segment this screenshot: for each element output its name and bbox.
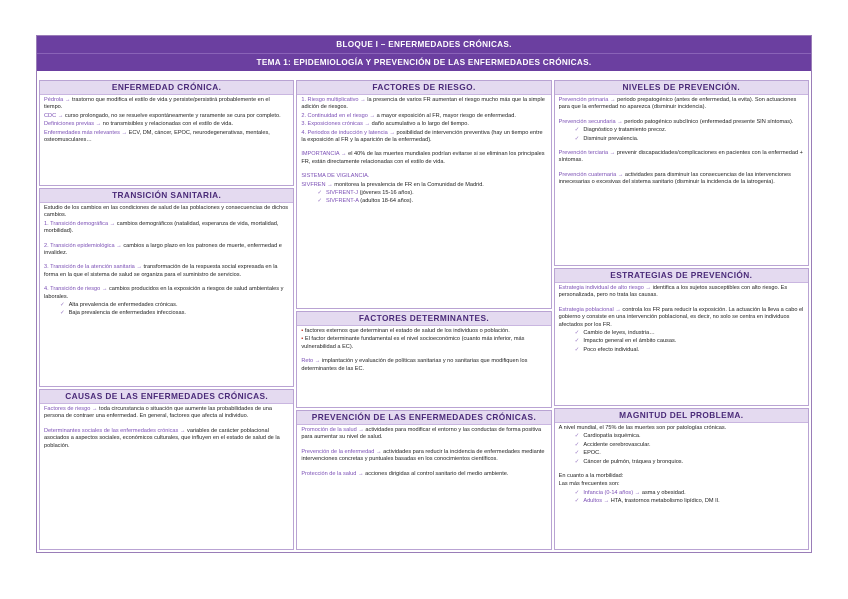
check-item: ✓ SIVFRENT-A (adultos 18-64 años). bbox=[317, 198, 414, 205]
check-icon: ✓ bbox=[60, 310, 65, 317]
section-causas bbox=[39, 389, 294, 550]
section-title: ESTRATEGIAS DE PREVENCIÓN. bbox=[555, 269, 808, 283]
section-title: ENFERMEDAD CRÓNICA. bbox=[40, 81, 293, 95]
list-item: 1. Riesgo multiplicativo → la presencia de varios FR aumentan el riesgo mucho más que la simple adición de riesgos. bbox=[301, 97, 545, 111]
list-item: 4. Transición de riesgo → cambios producidos en la exposición a riesgos de salud ambientales y laborales. bbox=[44, 286, 284, 300]
check-item: ✓ Disminuir prevalencia. bbox=[574, 135, 639, 142]
section-estrategias bbox=[554, 268, 809, 406]
columns bbox=[39, 80, 809, 550]
section-title: CAUSAS DE LAS ENFERMEDADES CRÓNICAS. bbox=[40, 390, 293, 404]
list-item: Factores de riesgo → toda circunstancia o situación que aumente las probabilidades de una persona de contraer una enfermedad. En general, factores que afecta al individuo. bbox=[44, 406, 272, 420]
list-item: Protección de la salud → acciones dirigidas al control sanitario del medio ambiente. bbox=[301, 470, 509, 477]
list-item: Estrategia poblacional → controla los FR para reducir la exposición. La actuación la lleva a cabo el gobierno y consiste en una intervención poblacional, es decir, no solo se centra en individuos afectados por los FR. bbox=[558, 306, 804, 328]
section-title: FACTORES DETERMINANTES. bbox=[297, 312, 550, 326]
definition-item: CDC → curso prolongado, no se resuelve espontáneamente y raramente se cura por completo. bbox=[44, 112, 281, 119]
importance-note: IMPORTANCIA → el 40% de las muertes mundiales podrían evitarse si se eliminan los principales FR, están directamente relacionadas con el estilo de vida. bbox=[301, 151, 545, 165]
section-niveles-prevencion bbox=[554, 80, 809, 266]
summary-sheet bbox=[36, 35, 812, 553]
intro-text: Estudio de los cambios en las condiciones de salud de las poblaciones y consecuencias de dichos cambios. bbox=[44, 205, 289, 219]
bullet-item: ▪ factores externos que determinan el estado de salud de los individuos o población. bbox=[301, 328, 510, 334]
check-item: ✓ Baja prevalencia de enfermedades infecciosas. bbox=[60, 310, 186, 317]
list-item: 3. Transición de la atención sanitaria → transformación de la respuesta social expresada en la forma en la que el sistema de salud se organiza para el suministro de servicios. bbox=[44, 264, 278, 278]
bullet-icon: ▪ bbox=[301, 328, 304, 334]
morbidity-subtitle: Las más frecuentes son: bbox=[558, 481, 620, 488]
check-item: ✓ Diagnóstico y tratamiento precoz. bbox=[574, 127, 667, 134]
list-item: 1. Transición demográfica → cambios demográficos (natalidad, esperanza de vida, mortalidad, morbilidad). bbox=[44, 220, 279, 235]
section-title: FACTORES DE RIESGO. bbox=[297, 81, 550, 95]
list-item: Promoción de la salud → actividades para modificar el entorno y las conductas de forma positiva para aumentar su nivel de salud. bbox=[301, 427, 542, 441]
header-banner bbox=[37, 36, 811, 71]
list-item: 3. Exposiciones crónicas → daño acumulativo a lo largo del tiempo. bbox=[301, 121, 469, 128]
list-item: Prevención secundaria → periodo patogénico subclínico (enfermedad presente SIN síntomas). bbox=[558, 118, 794, 125]
list-item: 4. Periodos de inducción y latencia → posibilidad de intervención preventiva (hay un tiempo entre la exposición al FR y la aparición de la enfermedad). bbox=[301, 129, 543, 144]
reto-note: Reto → implantación y evaluación de políticas sanitarias y no sanitarias que modifiquen los determinantes de las EC. bbox=[301, 358, 528, 372]
section-title: TRANSICIÓN SANITARIA. bbox=[40, 189, 293, 203]
check-item: ✓ Alta prevalencia de enfermedades crónicas. bbox=[60, 302, 178, 309]
section-factores-determinantes bbox=[296, 311, 551, 408]
check-icon: ✓ bbox=[574, 127, 580, 134]
check-item: ✓ Adultos → HTA, trastornos metabolismo lipídico, DM II. bbox=[574, 498, 720, 505]
section-title: MAGNITUD DEL PROBLEMA. bbox=[555, 409, 808, 423]
check-icon: ✓ bbox=[60, 302, 65, 309]
check-icon: ✓ bbox=[574, 135, 580, 142]
intro-text: A nivel mundial, el 75% de las muertes son por patologías crónicas. bbox=[558, 425, 727, 431]
section-title: PREVENCIÓN DE LAS ENFERMEDADES CRÓNICAS. bbox=[297, 411, 550, 425]
definition-item: Enfermedades más relevantes → ECV, DM, cáncer, EPOC, neurodegenerativas, mentales, osteomusculares… bbox=[44, 129, 270, 144]
definition-item: Definiciones previas → no transmisibles y relacionadas con el estilo de vida. bbox=[44, 121, 234, 128]
check-icon: ✓ bbox=[574, 498, 580, 505]
morbidity-intro: En cuanto a la morbilidad: bbox=[558, 473, 624, 480]
section-prevencion bbox=[296, 410, 551, 550]
list-item: 2. Continuidad en el riesgo → a mayor exposición al FR, mayor riesgo de enfermedad. bbox=[301, 112, 516, 119]
check-item: ✓ SIVFRENT-J (jóvenes 15-16 años). bbox=[317, 190, 414, 197]
check-item: ✓ Impacto general en el ámbito causas. bbox=[574, 338, 677, 345]
list-item: Prevención cuaternaria → actividades para disminuir las consecuencias de las intervenciones innecesarias o excesivas del sistema sanitario (disminuir la incidencia de la iatrogenia). bbox=[558, 171, 791, 186]
block-title: BLOQUE I – ENFERMEDADES CRÓNICAS. bbox=[37, 36, 811, 54]
check-item: ✓ Cambio de leyes, industria… bbox=[574, 330, 655, 337]
section-factores-riesgo bbox=[296, 80, 551, 309]
section-title: NIVELES DE PREVENCIÓN. bbox=[555, 81, 808, 95]
list-item: Prevención de la enfermedad → actividades para reducir la incidencia de enfermedades mediante intervenciones concretas y puntuales basadas en los conocimientos científicos. bbox=[301, 448, 545, 463]
section-enfermedad-cronica bbox=[39, 80, 294, 186]
check-item: ✓ EPOC. bbox=[574, 450, 601, 457]
column-2 bbox=[296, 80, 551, 550]
section-magnitud bbox=[554, 408, 809, 550]
check-icon: ✓ bbox=[317, 198, 323, 205]
subsection-title: SISTEMA DE VIGILANCIA. bbox=[301, 173, 370, 180]
check-icon: ✓ bbox=[574, 450, 580, 457]
check-icon: ✓ bbox=[574, 489, 580, 496]
bullet-item: ▪ El factor determinante fundamental es el nivel socioeconómico (cuanto más inferior, más vulnerabilidad a EC). bbox=[301, 336, 525, 350]
check-item: ✓ Poco efecto individual. bbox=[574, 346, 640, 353]
list-item: Prevención terciaria → prevenir discapacidades/complicaciones en pacientes con la enfermedad + síntomas. bbox=[558, 150, 803, 164]
check-icon: ✓ bbox=[574, 441, 580, 448]
check-item: ✓ Cardiopatía isquémica. bbox=[574, 433, 641, 440]
definition-item: Pédrola → trastorno que modifica el estilo de vida y persiste/persistirá probablemente en el tiempo. bbox=[44, 97, 270, 111]
check-icon: ✓ bbox=[574, 338, 580, 345]
check-icon: ✓ bbox=[574, 330, 580, 337]
check-icon: ✓ bbox=[574, 458, 580, 465]
column-1 bbox=[39, 80, 294, 550]
column-3 bbox=[554, 80, 809, 550]
check-icon: ✓ bbox=[574, 346, 580, 353]
list-item: 2. Transición epidemiológica → cambios a largo plazo en los patrones de muerte, enfermedad e invalidez. bbox=[44, 242, 282, 257]
list-item: Prevención primaria → periodo prepatogénico (antes de enfermedad, la evita). Son actuaciones para que la enfermedad no aparezca (disminuir incidencia). bbox=[558, 97, 797, 111]
check-icon: ✓ bbox=[317, 190, 323, 197]
topic-title: TEMA 1: EPIDEMIOLOGÍA Y PREVENCIÓN DE LAS ENFERMEDADES CRÓNICAS. bbox=[256, 58, 592, 67]
check-item: ✓ Accidente cerebrovascular. bbox=[574, 441, 651, 448]
section-transicion-sanitaria bbox=[39, 188, 294, 387]
check-item: ✓ Cáncer de pulmón, tráquea y bronquios. bbox=[574, 458, 684, 465]
list-item: SIVFREN → monitorea la prevalencia de FR en la Comunidad de Madrid. bbox=[301, 181, 484, 188]
bullet-icon: ▪ bbox=[301, 336, 304, 343]
list-item: Determinantes sociales de las enfermedades crónicas → variables de carácter poblacional asociados a aspectos sociales, económicos culturales, que influyen en el estado de salud de la población. bbox=[44, 427, 280, 449]
check-item: ✓ Infancia (0-14 años) → asma y obesidad. bbox=[574, 489, 686, 496]
list-item: Estrategia individual de alto riesgo → identifica a los sujetos susceptibles con alto riesgo. Es personalizada, pero no trata las causas. bbox=[558, 285, 788, 299]
check-icon: ✓ bbox=[574, 433, 580, 440]
